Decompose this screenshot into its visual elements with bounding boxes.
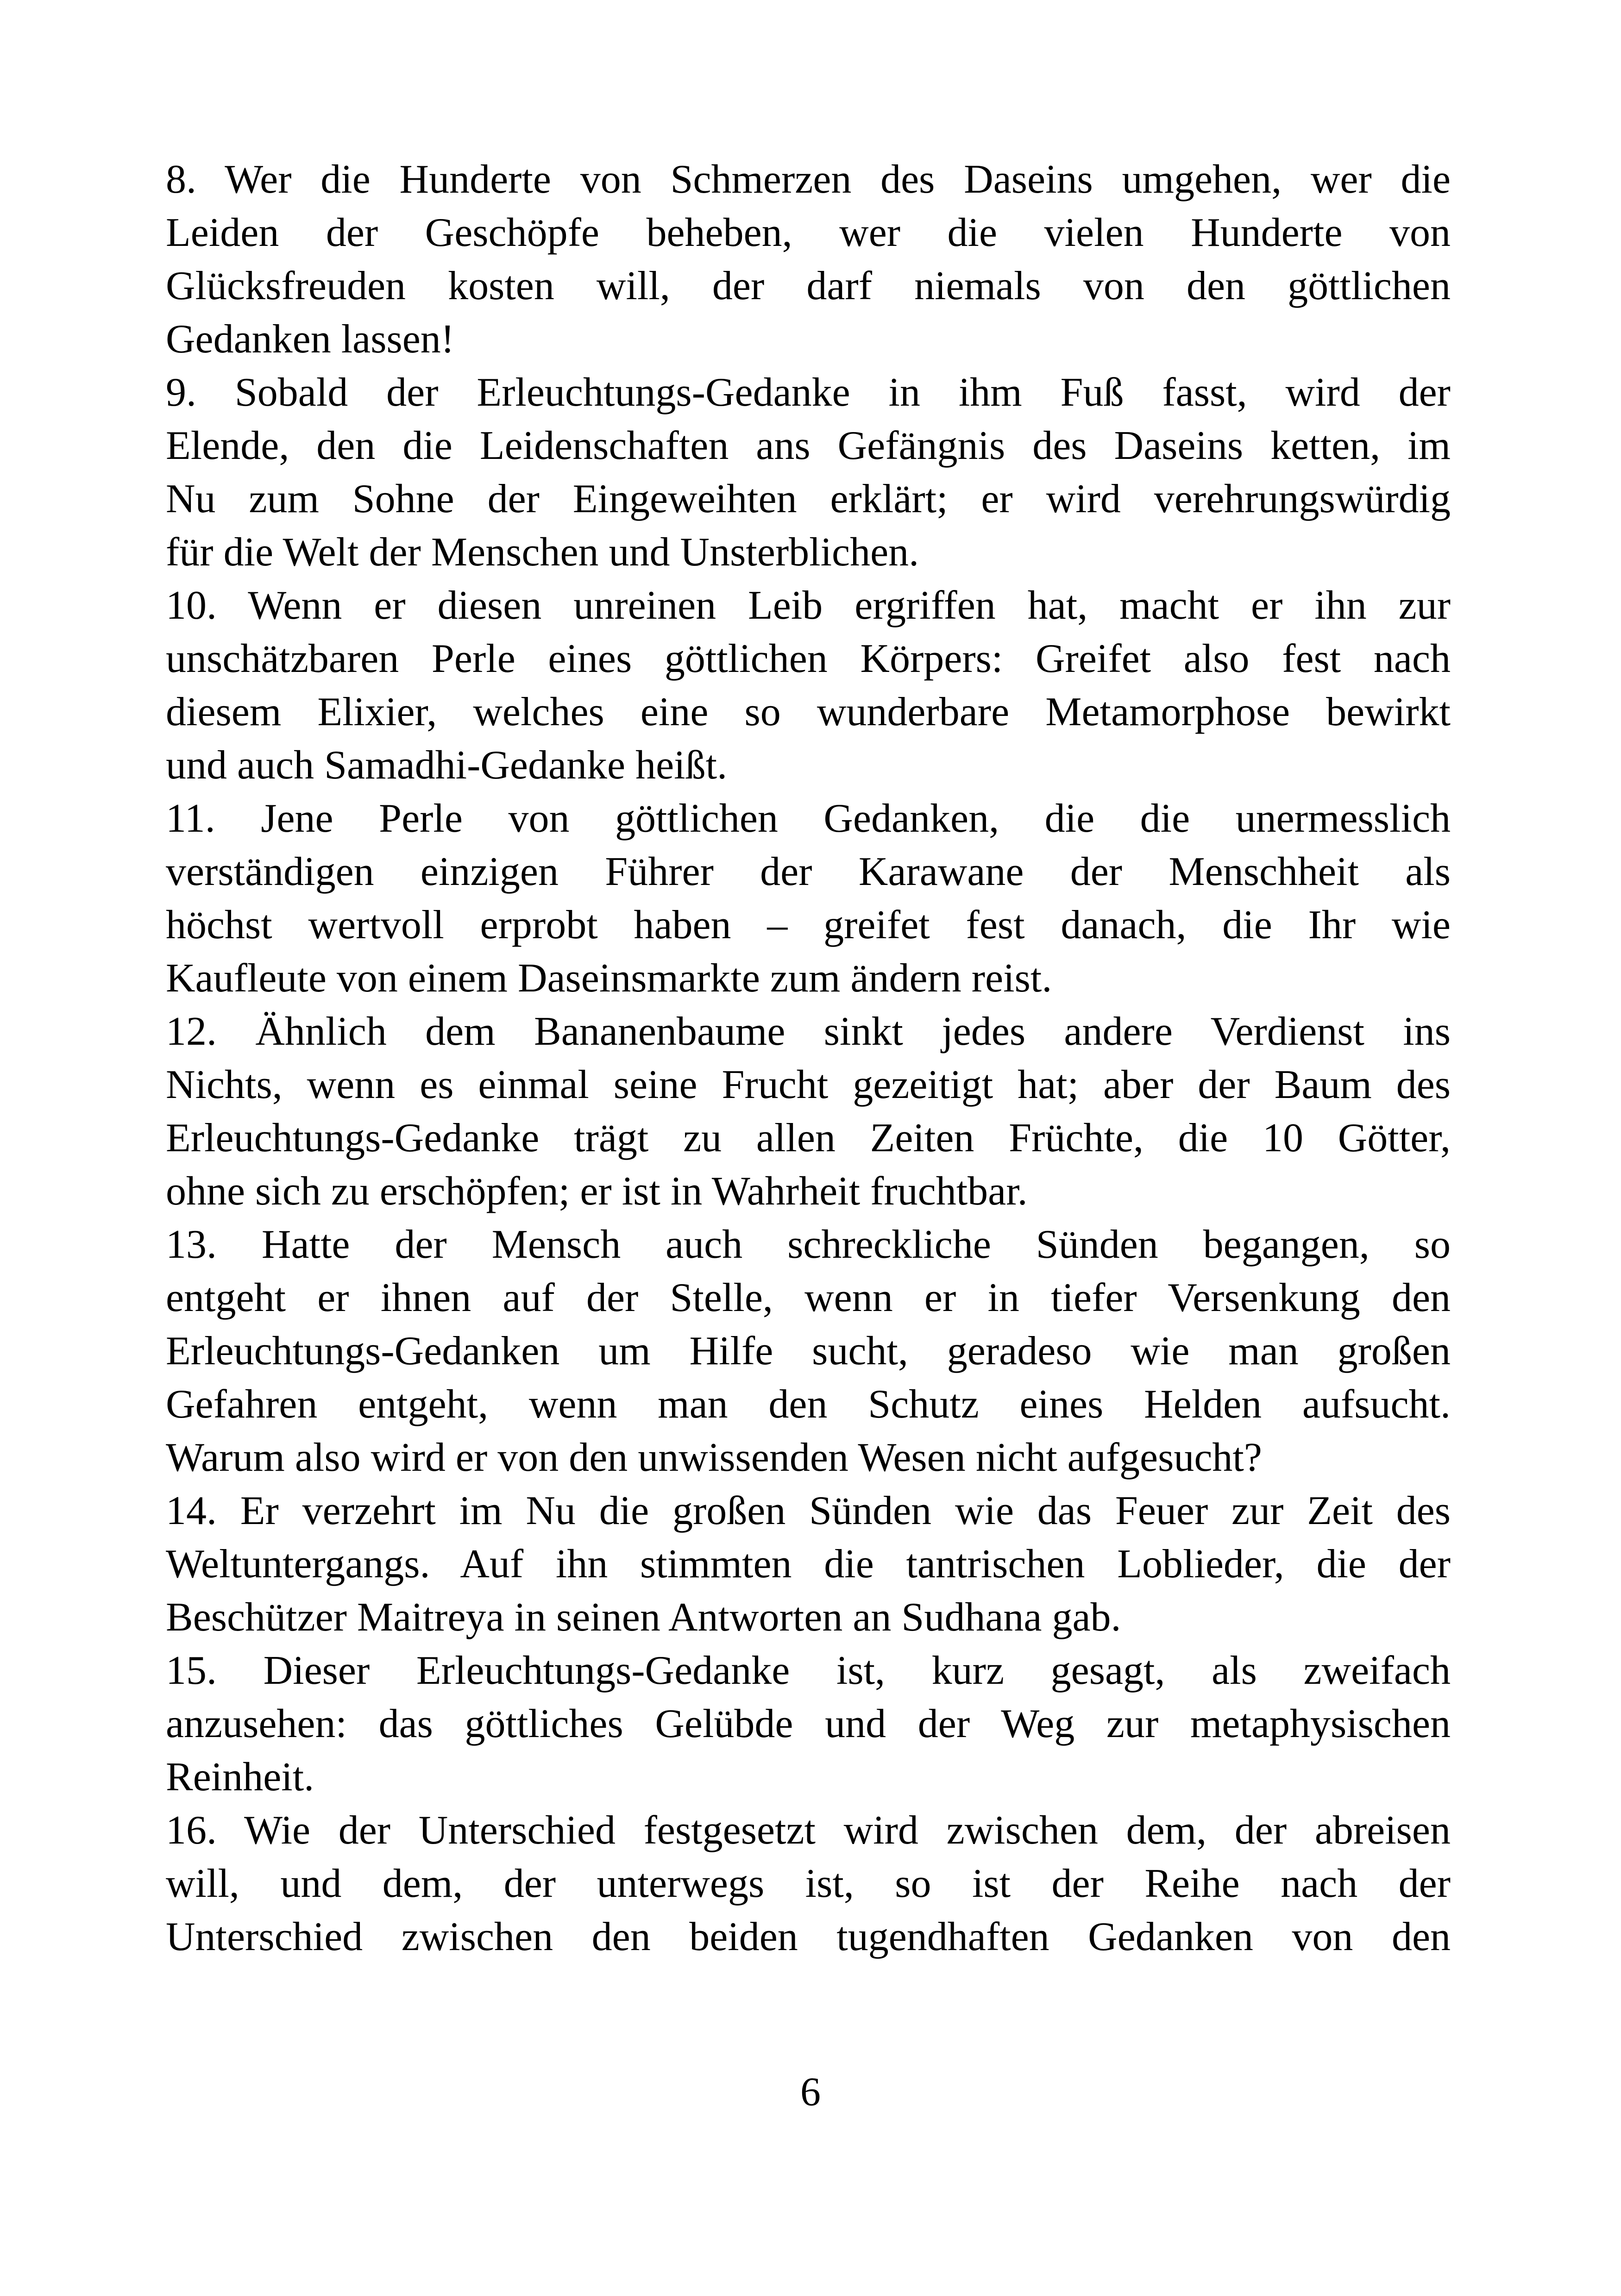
text-line: ohne sich zu erschöpfen; er ist in Wahrheit fruchtbar. — [166, 1169, 1028, 1214]
text-line: Nu zum Sohne der Eingeweihten erklärt; er wird verehrungswürdig — [166, 477, 1451, 521]
text-line: Gefahren entgeht, wenn man den Schutz eines Helden aufsucht. — [166, 1382, 1451, 1427]
text-line: Kaufleute von einem Daseinsmarkte zum ändern reist. — [166, 956, 1052, 1001]
text-line: Beschützer Maitreya in seinen Antworten an Sudhana gab. — [166, 1595, 1121, 1640]
page-number: 6 — [800, 2070, 821, 2114]
text-line: und auch Samadhi-Gedanke heißt. — [166, 743, 728, 788]
text-line: Warum also wird er von den unwissenden Wesen nicht aufgesucht? — [166, 1435, 1262, 1480]
text-line: Erleuchtungs-Gedanke trägt zu allen Zeiten Früchte, die 10 Götter, — [166, 1116, 1451, 1161]
text-line: 13. Hatte der Mensch auch schreckliche Sünden begangen, so — [166, 1222, 1451, 1267]
text-line: für die Welt der Menschen und Unsterblichen. — [166, 530, 919, 575]
text-line: verständigen einzigen Führer der Karawane der Menschheit als — [166, 849, 1451, 894]
text-line: Erleuchtungs-Gedanken um Hilfe sucht, geradeso wie man großen — [166, 1329, 1451, 1374]
text-line: Reinheit. — [166, 1755, 314, 1800]
text-line: will, und dem, der unterwegs ist, so ist der Reihe nach der — [166, 1861, 1451, 1906]
text-line: 8. Wer die Hunderte von Schmerzen des Daseins umgehen, wer die — [166, 157, 1451, 202]
text-line: 11. Jene Perle von göttlichen Gedanken, die die unermesslich — [166, 796, 1451, 841]
text-line: unschätzbaren Perle eines göttlichen Körpers: Greifet also fest nach — [166, 636, 1451, 681]
text-line: 15. Dieser Erleuchtungs-Gedanke ist, kurz gesagt, als zweifach — [166, 1648, 1451, 1693]
text-line: Nichts, wenn es einmal seine Frucht gezeitigt hat; aber der Baum des — [166, 1062, 1451, 1107]
text-line: diesem Elixier, welches eine so wunderbare Metamorphose bewirkt — [166, 690, 1451, 734]
text-line: Weltuntergangs. Auf ihn stimmten die tantrischen Loblieder, die der — [166, 1542, 1451, 1587]
text-line: Elende, den die Leidenschaften ans Gefängnis des Daseins ketten, im — [166, 423, 1451, 468]
text-line: Gedanken lassen! — [166, 317, 455, 362]
text-line: 14. Er verzehrt im Nu die großen Sünden wie das Feuer zur Zeit des — [166, 1488, 1451, 1533]
text-line: Leiden der Geschöpfe beheben, wer die vielen Hunderte von — [166, 210, 1451, 255]
body-text — [166, 153, 1451, 1964]
text-line: 16. Wie der Unterschied festgesetzt wird zwischen dem, der abreisen — [166, 1808, 1451, 1853]
text-line: 10. Wenn er diesen unreinen Leib ergriffen hat, macht er ihn zur — [166, 583, 1451, 628]
text-line: Unterschied zwischen den beiden tugendhaften Gedanken von den — [166, 1914, 1451, 1959]
text-line: höchst wertvoll erprobt haben – greifet fest danach, die Ihr wie — [166, 903, 1451, 947]
text-line: 9. Sobald der Erleuchtungs-Gedanke in ihm Fuß fasst, wird der — [166, 370, 1451, 415]
text-line: 12. Ähnlich dem Bananenbaume sinkt jedes andere Verdienst ins — [166, 1009, 1451, 1054]
text-line: Glücksfreuden kosten will, der darf niemals von den göttlichen — [166, 263, 1451, 308]
text-line: entgeht er ihnen auf der Stelle, wenn er in tiefer Versenkung den — [166, 1275, 1451, 1320]
text-line: anzusehen: das göttliches Gelübde und der Weg zur metaphysischen — [166, 1701, 1451, 1746]
